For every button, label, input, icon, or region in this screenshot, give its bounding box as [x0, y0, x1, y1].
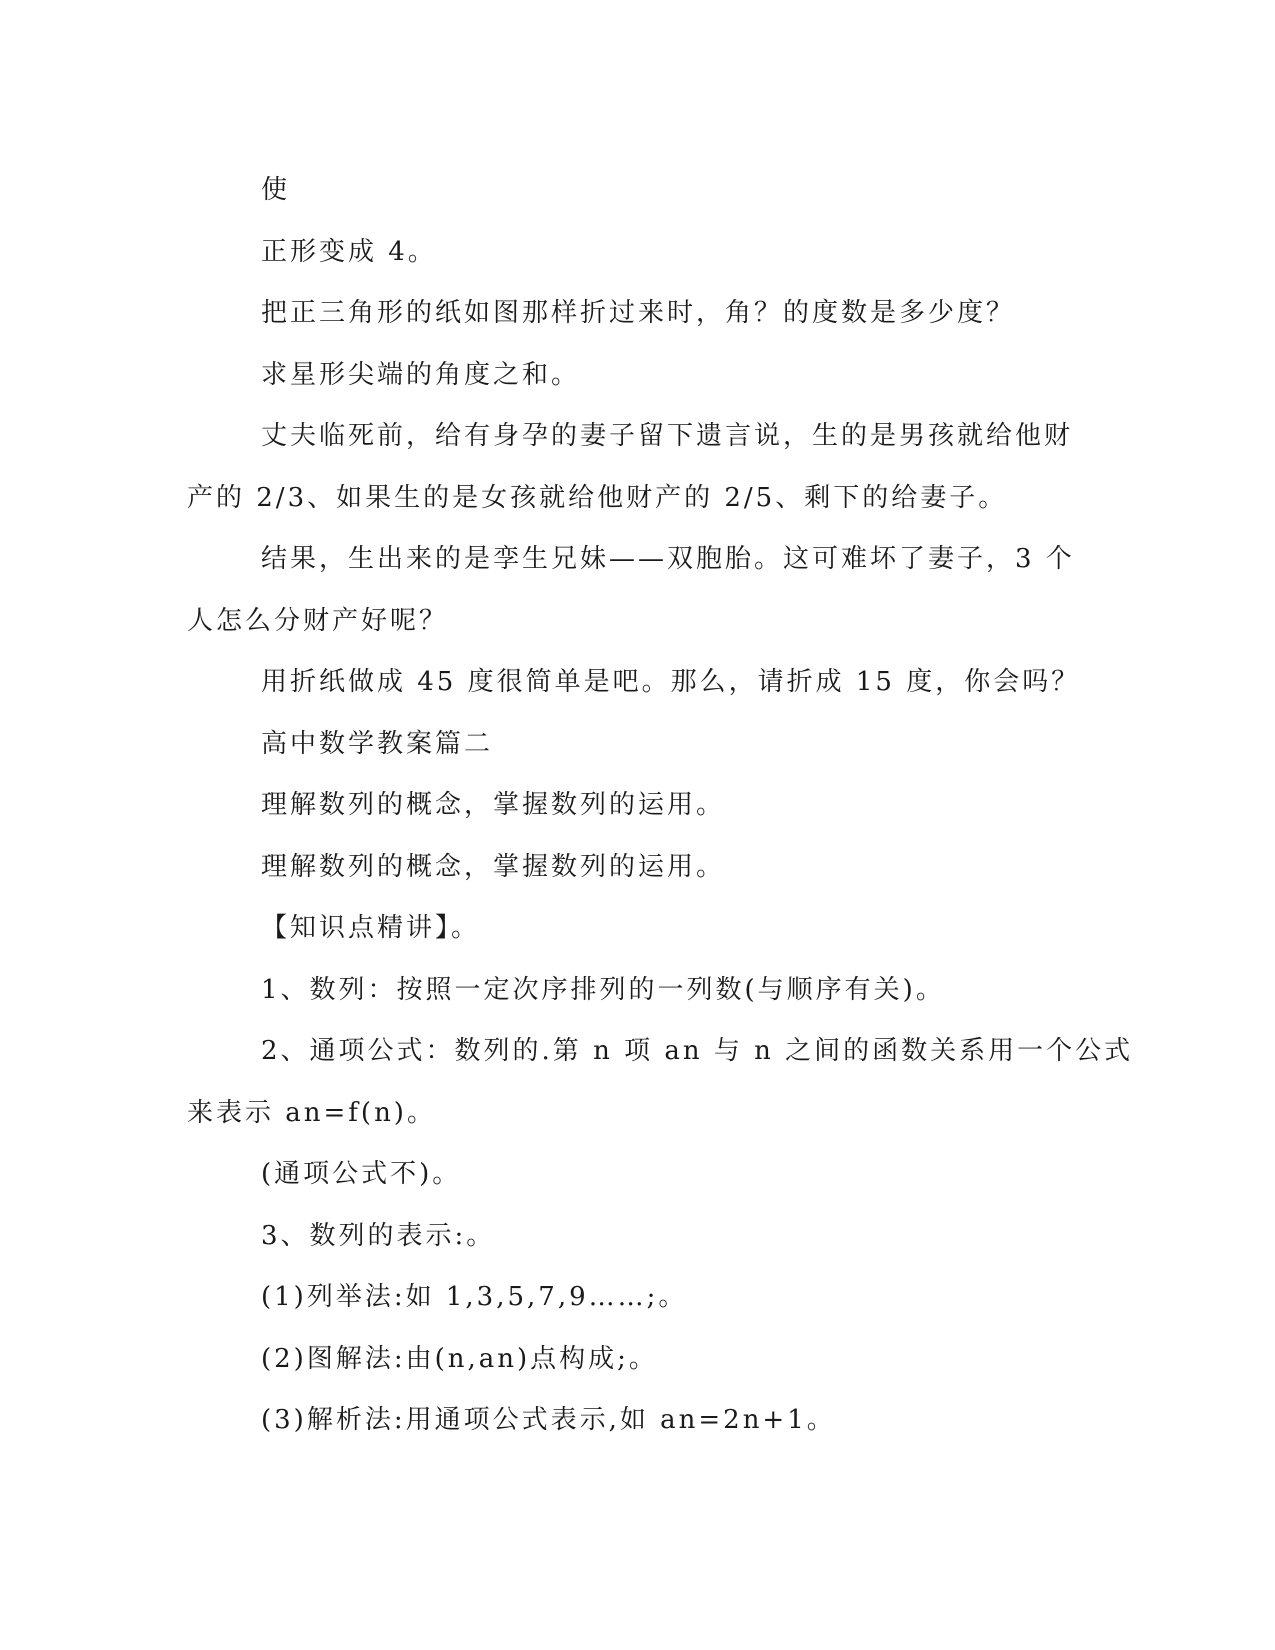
- paragraph-line: 求星形尖端的角度之和。: [261, 359, 581, 390]
- paragraph-line: 把正三角形的纸如图那样折过来时，角？的度数是多少度？: [261, 298, 1016, 328]
- paragraph-line: (3)解析法:用通项公式表示,如 an=2n+1。: [261, 1405, 836, 1435]
- paragraph-line: 正形变成 4。: [261, 236, 437, 267]
- paragraph-line: 理解数列的概念，掌握数列的运用。: [261, 790, 726, 820]
- paragraph-line: 3、数列的表示:。: [261, 1220, 496, 1251]
- paragraph-line: (2)图解法:由(n,an)点构成;。: [261, 1343, 658, 1374]
- paragraph-line: 人怎么分财产好呢？: [187, 605, 449, 636]
- paragraph-line: 理解数列的概念，掌握数列的运用。: [261, 851, 726, 882]
- subsection-heading: 【知识点精讲】。: [261, 913, 481, 943]
- paragraph-line: 1、数列：按照一定次序排列的一列数(与顺序有关)。: [261, 974, 945, 1005]
- paragraph-line: 来表示 an=f(n)。: [187, 1097, 436, 1128]
- paragraph-line: (1)列举法:如 1,3,5,7,9……;。: [261, 1282, 688, 1312]
- paragraph-line: 使: [261, 175, 291, 205]
- paragraph-line: 丈夫临死前，给有身孕的妻子留下遗言说，生的是男孩就给他财: [261, 421, 1074, 451]
- paragraph-line: 用折纸做成 45 度很简单是吧。那么，请折成 15 度，你会吗？: [261, 667, 1081, 697]
- paragraph-line: 2、通项公式：数列的.第 n 项 an 与 n 之间的函数关系用一个公式: [261, 1036, 1134, 1066]
- document-body: [187, 160, 1134, 1452]
- section-heading: 高中数学教案篇二: [261, 728, 494, 759]
- paragraph-line: 结果，生出来的是孪生兄妹——双胞胎。这可难坏了妻子，3 个: [261, 544, 1075, 574]
- paragraph-line: (通项公式不)。: [261, 1159, 462, 1189]
- paragraph-line: 产的 2/3、如果生的是女孩就给他财产的 2/5、剩下的给妻子。: [187, 482, 1008, 513]
